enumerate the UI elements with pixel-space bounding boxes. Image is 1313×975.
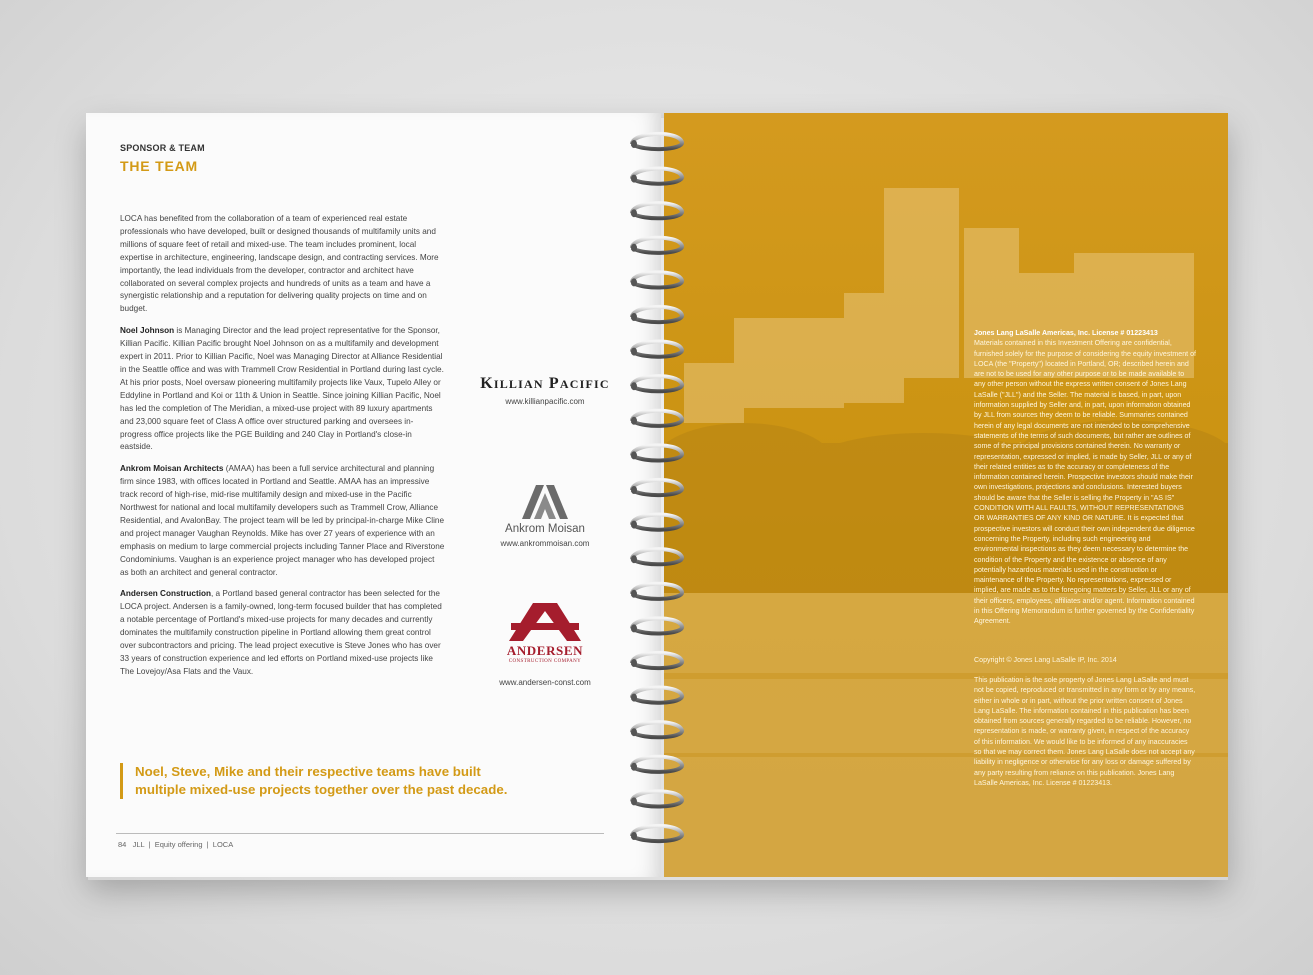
binding-hole [631,624,637,632]
spiral-ring [632,307,682,322]
spiral-ring [632,618,682,633]
binding-hole [631,763,637,771]
spiral-ring [632,515,682,530]
binding-hole [631,486,637,494]
killian-pacific-logo [480,375,610,406]
pull-quote-line-2: multiple mixed-use projects together over the past decade. [135,782,508,797]
andersen-logo [480,603,610,687]
ankrom-moisan-mark-icon [520,483,570,519]
page-title: THE TEAM [120,158,198,174]
spiral-ring [632,342,682,357]
confidentiality-text: Materials contained in this Investment Offering are confidential, furnished solely for the purpose of considering the equity investment of LOCA (the "Property") located in Portland, OR; described herein and are not to be used for any other purpose or to be made available to any other person without the express written consent of Jones Lang LaSalle ("JLL") and the Seller. The material is based, in part, upon information supplied by Seller and, in part, upon information obtained by JLL from sources they deem to be reliable. Summaries contained herein of any legal documents are not intended to be comprehensive statements of the terms of such documents, but rather are outlines of some of the principal provisions contained therein. No warranty or representation, expressed or implied, is made by Seller, JLL or any of their related entities as to the accuracy or completeness of the information contained herein. Prospective investors should make their own investigations, projections and conclusions. Interested buyers should be aware that the Seller is selling the Property in "AS IS" CONDITION WITH ALL FAULTS, WITHOUT REPRESENTATIONS OR WARRANTIES OF ANY KIND OR NATURE. It is expected that prospective investors will conduct their own independent due diligence concerning the Property, including such engineering and environmental inspections as they deem necessary to determine the condition of the Property and the existence or absence of any potentially hazardous materials used in the construction or maintenance of the Property. No representations, expressed or implied, are made as to the foregoing matters by Seller, JLL or any of their officers, employees, affiliates and/or agent. Information contained in this Offering Memorandum is further governed by the Confidentiality Agreement. [974,339,1197,626]
binding-hole [631,555,637,563]
team-body-text [120,213,445,688]
binding-hole [631,348,637,356]
killian-pacific-wordmark: KILLIAN PACIFIC [480,375,610,392]
noel-text: is Managing Director and the lead project representative for the Sponsor, Killian Pacific. Killian Pacific brought Noel Johnson on as a multifamily and development expert in 2011. Prior to Killian Pacific, Noel was Managing Director at Alliance Residential in the Seattle office and was with Trammell Crow Residential in Portland during last cycle. At his prior posts, Noel oversaw pioneering multifamily projects like Vaux, Tupelo Alley or Eddyline in Portland and Koi or 11th & Union in Seattle. Since joining Killian Pacific, Noel has led the completion of The Meridian, a mixed-use project with 89 luxury apartments and 23,000 square feet of Class A office over structured parking and oversees in-progress office projects like the PGE Building and 240 Clay in Portland's close-in eastside. [120,326,444,452]
spiral-ring [632,584,682,599]
andersen-mark-icon [509,603,581,641]
ankrom-moisan-url[interactable]: www.ankrommoisan.com [500,539,590,548]
binding-hole [631,659,637,667]
killian-pacific-url[interactable]: www.killianpacific.com [505,397,585,406]
spiral-ring [632,688,682,703]
section-label: SPONSOR & TEAM [120,143,205,153]
ankrom-moisan-logo [480,483,610,548]
intro-paragraph: LOCA has benefited from the collaboration of a team of experienced real estate professionals who have developed, built or designed thousands of multifamily units and millions of square feet of retail and mixed-use. The team includes prominent, local expertise in architecture, engineering, landscape design, and contracting services. More importantly, the lead individuals from the developer, contractor and architect have collaborated on several complex projects and hundreds of units as a team and have a synergistic relationship and a reputation for delivering quality projects on time and on budget. [120,214,439,314]
binding-hole [631,175,637,183]
binding-hole [631,417,637,425]
binding-hole [631,313,637,321]
binding-hole [631,797,637,805]
binding-hole [631,209,637,217]
left-page [86,113,661,877]
spiral-ring [632,549,682,564]
spiral-ring [632,134,682,149]
copyright-text: Copyright © Jones Lang LaSalle IP, Inc. 2014 [974,655,1117,664]
andersen-text: , a Portland based general contractor has been selected for the LOCA project. Andersen is a family-owned, long-term focused builder that has completed a notable percentage of Portland's mixed-use projects for many decades and currently dominates the multifamily construction pipeline in Portland allowing them great control over subcontractors and pricing. The lead project executive is Steve Jones who has over 33 years of construction experience and led efforts on Portland mixed-use projects like The Lovejoy/Asa Flats and the Vaux. [120,589,442,676]
legal-disclaimer [974,328,1196,798]
binding-hole [631,140,637,148]
spiral-ring [632,169,682,184]
ankrom-name: Ankrom Moisan Architects [120,464,224,474]
license-heading: Jones Lang LaSalle Americas, Inc. License # 01223413 [974,329,1158,337]
andersen-url[interactable]: www.andersen-const.com [499,678,591,687]
ankrom-moisan-label: Ankrom Moisan [505,523,585,535]
andersen-paragraph [120,588,445,678]
spiral-ring [632,445,682,460]
publication-notice: This publication is the sole property of Jones Lang LaSalle and must not be copied, reproduced or transmitted in any form or by any means, either in whole or in part, without the prior written consent of Jones Lang LaSalle. The information contained in this publication has been obtained from sources generally regarded to be reliable. However, no representation is made, or warranty given, in respect of the accuracy of this information. We would like to be informed of any inaccuracies so that we may correct them. Jones Lang LaSalle does not accept any liability in negligence or otherwise for any loss or damage suffered by any party resulting from reliance on this publication. Jones Lang LaSalle Americas, Inc. License # 01223413. [974,675,1196,787]
binding-hole [631,590,637,598]
spiral-ring [632,757,682,772]
noel-paragraph [120,325,445,454]
binding-hole [631,521,637,529]
spiral-ring [632,480,682,495]
noel-name: Noel Johnson [120,326,175,336]
binding-hole [631,728,637,736]
spiral-ring [632,376,682,391]
spiral-ring [632,238,682,253]
binding-hole [631,832,637,840]
right-page [664,113,1228,877]
andersen-name: Andersen Construction [120,589,211,599]
andersen-label: ANDERSEN [506,643,584,658]
andersen-sub-label: CONSTRUCTION COMPANY [508,659,582,664]
binding-hole [631,382,637,390]
spiral-binding [622,128,692,868]
gold-photo-panel [664,113,1228,877]
spiral-ring [632,272,682,287]
ankrom-paragraph [120,463,445,579]
spiral-ring [632,826,682,841]
pull-quote-line-1: Noel, Steve, Mike and their respective teams have built [135,764,481,779]
spiral-ring [632,791,682,806]
binding-hole [631,244,637,252]
pull-quote [120,763,590,799]
binding-hole [631,694,637,702]
binding-hole [631,278,637,286]
ankrom-text: (AMAA) has been a full service architectural and planning firm since 1983, with offices located in Portland and Seattle. AMAA has an impressive track record of high-rise, mid-rise multifamily design and mixed-use in the Pacific Northwest for national and local multifamily developers such as Trammell Crow, Alliance Residential, and AvalonBay. The project team will be led by principal-in-charge Mike Cline and project manager Vaughan Reynolds. Mike has over 27 years of experience with an emphasis on medium to large commercial projects including Tanner Place and Riverstone Condominiums. Vaughan is an experience project manager who has developed project as both an architect and general contractor. [120,464,445,577]
footer-divider [116,833,604,834]
page-footer: 84 JLL | Equity offering | LOCA [118,840,234,849]
binding-hole [631,451,637,459]
spiral-ring [632,722,682,737]
spiral-ring [632,411,682,426]
spiral-ring [632,203,682,218]
spiral-ring [632,653,682,668]
